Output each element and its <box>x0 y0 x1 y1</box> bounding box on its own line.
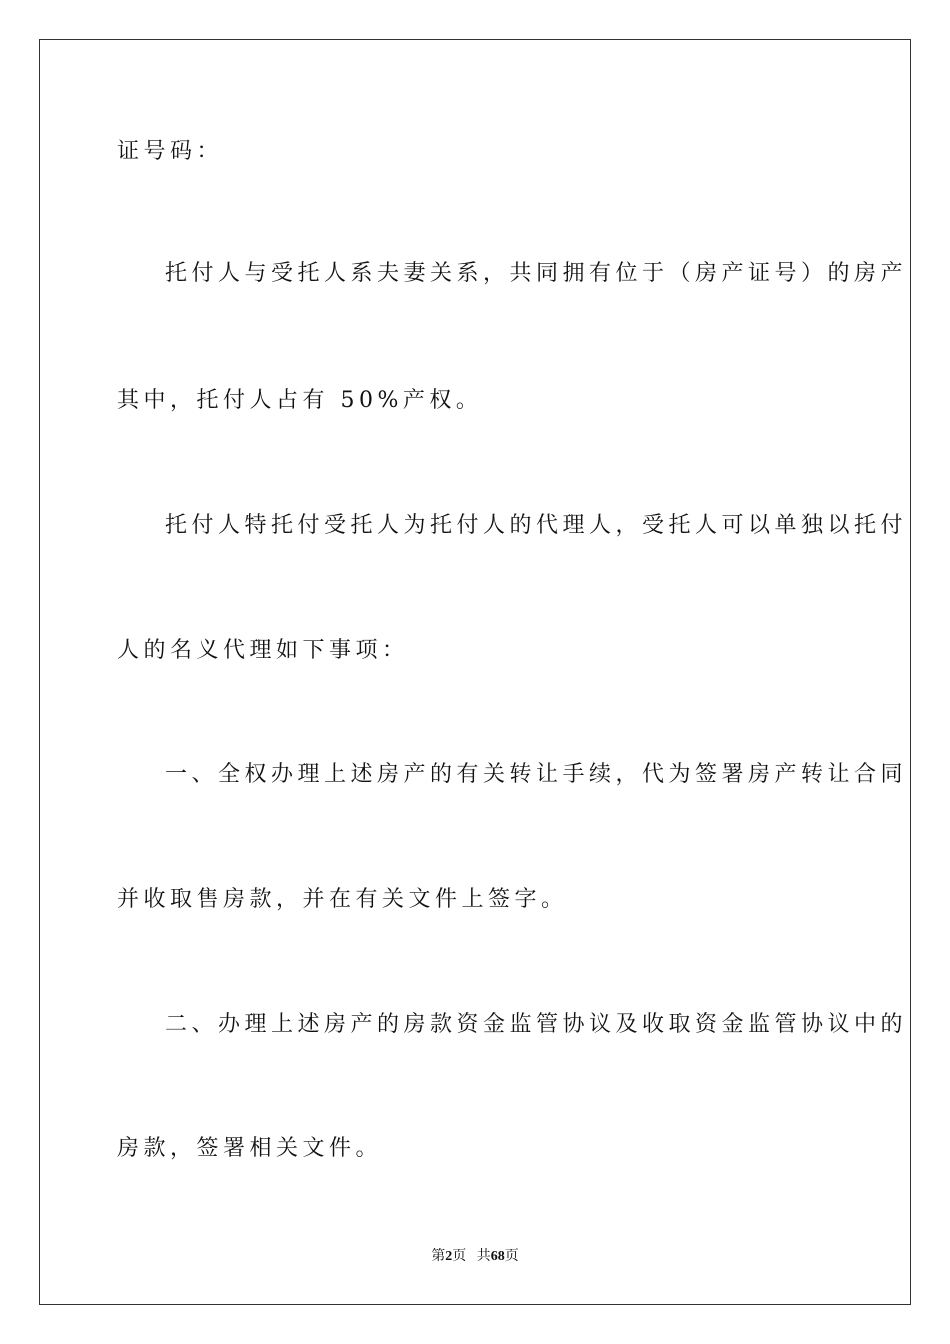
text-line-8: 二、办理上述房产的房款资金监管协议及收取资金监管协议中的 <box>165 1012 908 1037</box>
text-line-5: 人的名义代理如下事项： <box>117 638 409 663</box>
footer-page-prefix: 第 <box>431 1249 446 1264</box>
footer-total-pages: 68 <box>490 1249 505 1264</box>
text-line-9: 房款，签署相关文件。 <box>117 1136 383 1161</box>
text-line-4: 托付人特托付受托人为托付人的代理人，受托人可以单独以托付 <box>165 513 908 538</box>
footer-page-number: 2 <box>445 1249 453 1264</box>
page-footer <box>0 1248 950 1266</box>
text-line-6: 一、全权办理上述房产的有关转让手续，代为签署房产转让合同 <box>165 762 908 787</box>
text-line-1: 证号码： <box>117 139 224 164</box>
text-line-7: 并收取售房款，并在有关文件上签字。 <box>117 887 568 912</box>
text-line-2: 托付人与受托人系夫妻关系，共同拥有位于（房产证号）的房产 <box>165 261 908 286</box>
footer-total-suffix: 页 <box>504 1249 519 1264</box>
footer-page-suffix: 页 <box>452 1249 467 1264</box>
footer-total-prefix: 共 <box>476 1249 491 1264</box>
page-border <box>39 39 911 1305</box>
text-line-3: 其中，托付人占有 50%产权。 <box>117 388 483 413</box>
